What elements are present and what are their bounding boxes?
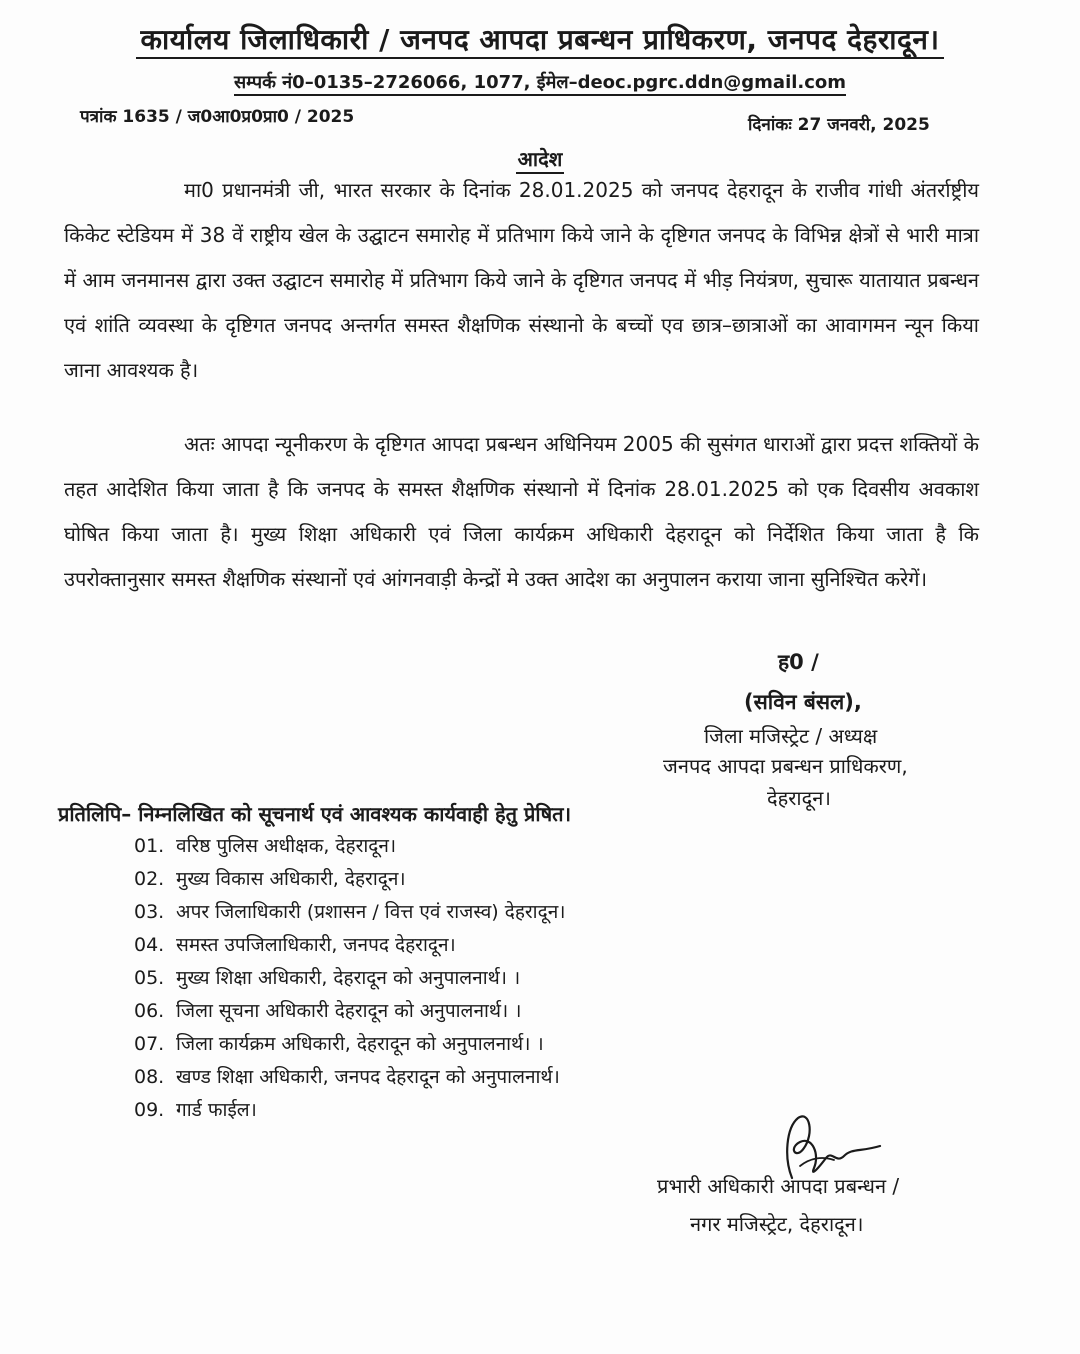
copy-item: 08. खण्ड शिक्षा अधिकारी, जनपद देहरादून को अनुपालनार्थ।	[134, 1066, 560, 1088]
copy-item: 07. जिला कार्यक्रम अधिकारी, देहरादून को अनुपालनार्थ। ।	[134, 1033, 544, 1055]
reference-number: पत्रांक 1635 / ज0आ0प्र0प्रा0 / 2025	[80, 107, 355, 127]
issue-date: दिनांकः 27 जनवरी, 2025	[748, 115, 930, 135]
copy-to-heading: प्रतिलिपि– निम्नलिखित को सूचनार्थ एवं आवश्यक कार्यवाही हेतु प्रेषित।	[58, 802, 572, 826]
copy-item: 03. अपर जिलाधिकारी (प्रशासन / वित्त एवं राजस्व) देहरादून।	[134, 901, 566, 923]
contact-line	[0, 70, 1080, 94]
contact-text: सम्पर्क नं0–0135–2726066, 1077, ईमेल–deoc.pgrc.ddn@gmail.com	[234, 72, 846, 96]
signatory-place: देहरादून।	[767, 786, 831, 810]
signed-mark: ह0 /	[778, 650, 819, 674]
order-paragraph-2: अतः आपदा न्यूनीकरण के दृष्टिगत आपदा प्रबन्धन अधिनियम 2005 की सुसंगत धाराओं द्वारा प्रदत्त शक्तियों के तहत आदेशित किया जाता है कि जनपद के समस्त शैक्षणिक संस्थानो में दिनांक 28.01.2025 को एक दिवसीय अवकाश घोषित किया जाता है। मुख्य शिक्षा अधिकारी एवं जिला कार्यक्रम अधिकारी देहरादून को निर्देशित किया जाता है कि उपरोक्तानुसार समस्त शैक्षणिक संस्थानों एवं आंगनवाड़ी केन्द्रों मे उक्त आदेश का अनुपालन कराया जाना सुनिश्चित करेगें।	[64, 432, 979, 591]
copy-item: 09. गार्ड फाईल।	[134, 1099, 257, 1121]
signatory-authority: जनपद आपदा प्रबन्धन प्राधिकरण,	[663, 754, 908, 778]
order-paragraph-1: मा0 प्रधानमंत्री जी, भारत सरकार के दिनांक 28.01.2025 को जनपद देहरादून के राजीव गांधी अंतर्राष्ट्रीय किकेट स्टेडियम में 38 वें राष्ट्रीय खेल के उद्घाटन समारोह में प्रतिभाग किये जाने के दृष्टिगत जनपद के विभिन्न क्षेत्रों से भारी मात्रा में आम जनमानस द्वारा उक्त उद्घाटन समारोह में प्रतिभाग किये जाने के दृष्टिगत जनपद में भीड़ नियंत्रण, सुचारू यातायात प्रबन्धन एवं शांति व्यवस्था के दृष्टिगत जनपद अन्तर्गत समस्त शैक्षणिक संस्थानो के बच्चों एव छात्र–छात्राओं का आवागमन न्यून किया जाना आवश्यक है।	[64, 178, 979, 382]
office-header	[0, 20, 1080, 58]
copy-item: 01. वरिष्ठ पुलिस अधीक्षक, देहरादून।	[134, 835, 397, 857]
final-signatory-title: प्रभारी अधिकारी आपदा प्रबन्धन /	[657, 1174, 900, 1198]
copy-to-list	[134, 830, 565, 1127]
signatory-designation: जिला मजिस्ट्रेट / अध्यक्ष	[704, 724, 878, 748]
copy-item: 06. जिला सूचना अधिकारी देहरादून को अनुपालनार्थ। ।	[134, 1000, 522, 1022]
copy-item: 02. मुख्य विकास अधिकारी, देहरादून।	[134, 868, 406, 890]
copy-item: 05. मुख्य शिक्षा अधिकारी, देहरादून को अनुपालनार्थ। ।	[134, 967, 521, 989]
copy-item: 04. समस्त उपजिलाधिकारी, जनपद देहरादून।	[134, 934, 456, 956]
order-heading-text: आदेश	[516, 147, 565, 174]
signatory-name: (सविन बंसल),	[744, 690, 862, 714]
office-header-text: कार्यालय जिलाधिकारी / जनपद आपदा प्रबन्धन प्राधिकरण, जनपद देहरादून।	[136, 23, 943, 59]
final-signatory-designation: नगर मजिस्ट्रेट, देहरादून।	[690, 1212, 864, 1236]
